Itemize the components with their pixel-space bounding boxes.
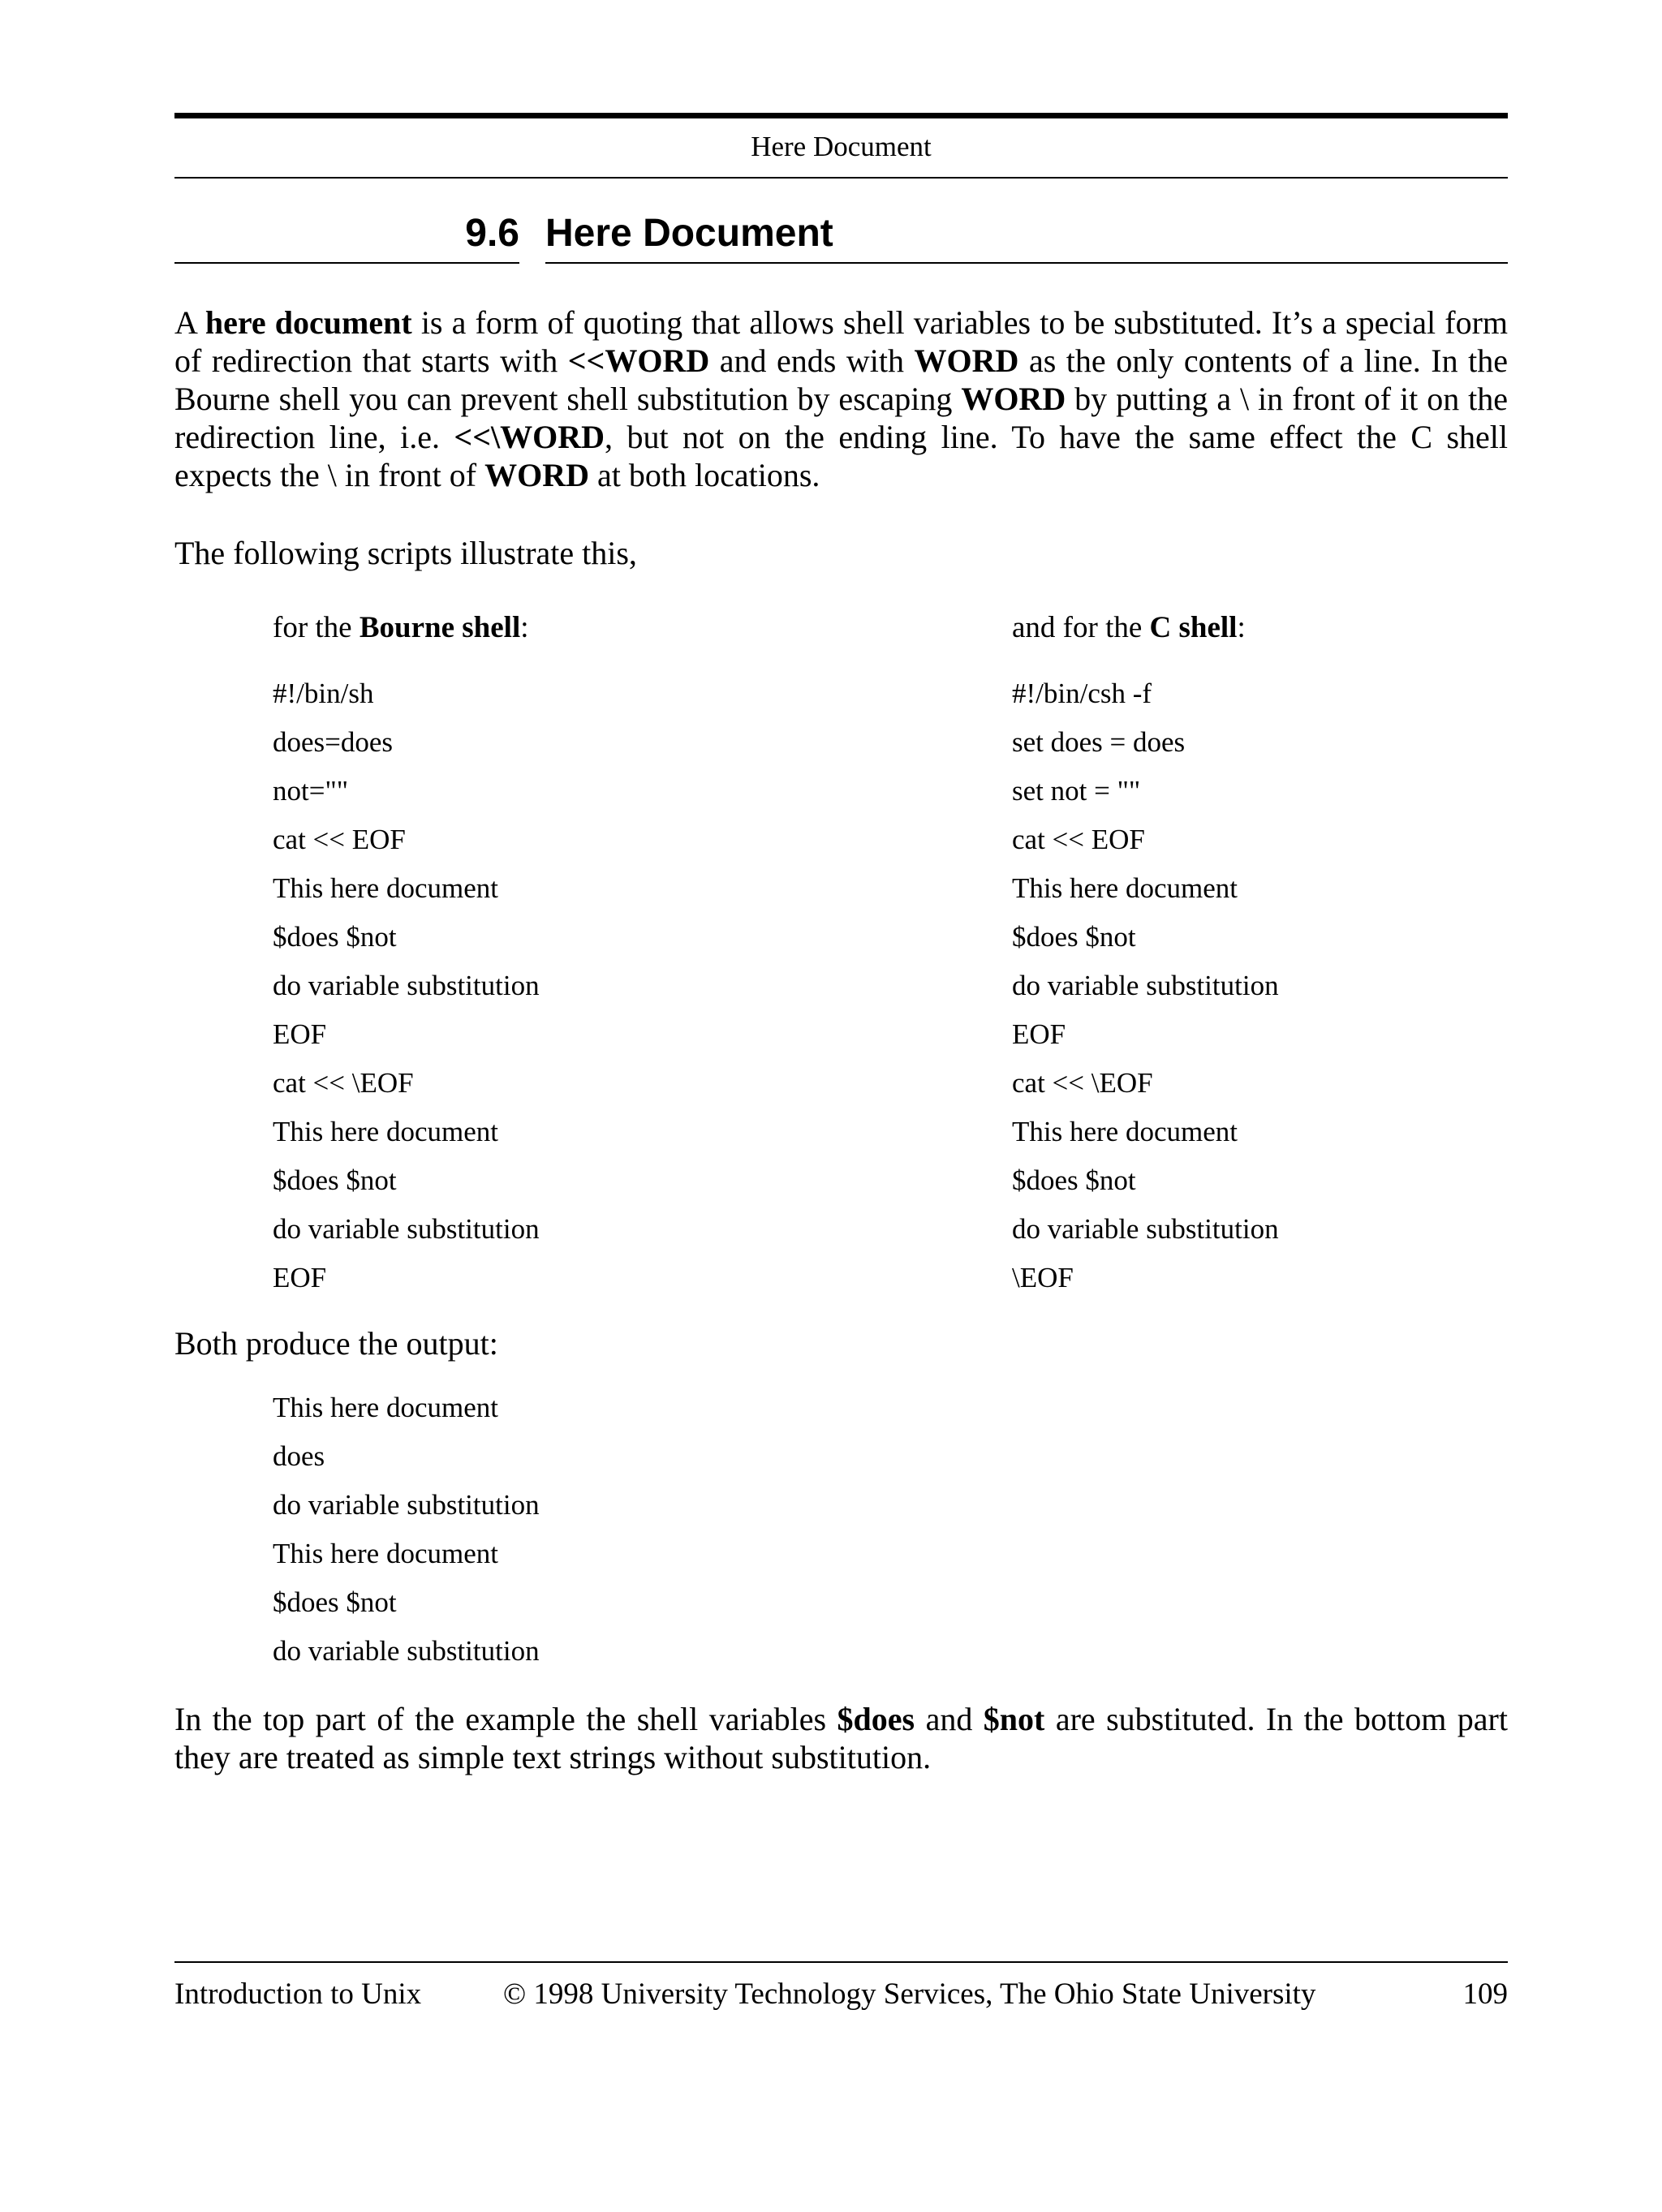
- bold-term: $does: [837, 1701, 915, 1737]
- text-run: and: [915, 1701, 984, 1737]
- text-run: In the top part of the example the shell variables: [174, 1701, 837, 1737]
- bold-term: WORD: [961, 381, 1066, 417]
- code-line: #!/bin/sh: [273, 678, 374, 709]
- code-line: This here document: [273, 1116, 498, 1147]
- code-line: cat << EOF: [1012, 824, 1145, 855]
- code-line: cat << EOF: [273, 824, 406, 855]
- section-number: 9.6: [465, 212, 519, 255]
- output-line: does: [273, 1440, 325, 1472]
- c-shell-heading: [1012, 610, 1246, 646]
- code-line: EOF: [273, 1262, 327, 1293]
- output-line: do variable substitution: [273, 1489, 540, 1521]
- text-run: , but not on the ending line. To have the same effect the C shell expects the \ in front of: [174, 419, 1509, 493]
- header-rule-thin: [174, 177, 1508, 179]
- code-line: set does = does: [1012, 726, 1186, 758]
- running-header: Here Document: [751, 131, 932, 162]
- code-line: cat << \EOF: [273, 1067, 414, 1099]
- output-line: This here document: [273, 1538, 498, 1569]
- text-run: and ends with: [709, 342, 915, 379]
- text-run: and for the: [1012, 611, 1150, 644]
- code-line: cat << \EOF: [1012, 1067, 1153, 1099]
- code-line: $does $not: [1012, 1164, 1136, 1196]
- conclusion-paragraph: [174, 1700, 1508, 1776]
- text-run: are substituted. In the bottom part they are treated as simple text strings without substitution.: [174, 1701, 1508, 1775]
- header-rule-thick: [174, 113, 1508, 118]
- text-run: :: [1237, 611, 1246, 644]
- footer-book-title: Introduction to Unix: [174, 1977, 422, 2011]
- bold-term: $not: [983, 1701, 1045, 1737]
- code-line: do variable substitution: [1012, 970, 1279, 1001]
- text-run: by putting a \ in front of it on the redirection line, i.e.: [174, 381, 1508, 455]
- intro-paragraph: [174, 303, 1508, 494]
- output-line: do variable substitution: [273, 1635, 540, 1667]
- bold-term: WORD: [914, 342, 1019, 379]
- code-line: This here document: [273, 872, 498, 904]
- code-line: This here document: [1012, 872, 1238, 904]
- output-intro: Both produce the output:: [174, 1325, 498, 1362]
- footer-copyright: © 1998 University Technology Services, The Ohio State University: [503, 1977, 1316, 2011]
- scripts-intro: The following scripts illustrate this,: [174, 535, 637, 571]
- text-run: A: [174, 304, 205, 341]
- text-run: as the only contents of a line. In the Bourne shell you can prevent shell substitution by escaping: [174, 342, 1509, 417]
- code-line: do variable substitution: [1012, 1213, 1279, 1245]
- code-line: $does $not: [1012, 921, 1136, 953]
- code-line: $does $not: [273, 921, 397, 953]
- code-line: not="": [273, 775, 349, 807]
- code-line: $does $not: [273, 1164, 397, 1196]
- bold-term: <<WORD: [567, 342, 710, 379]
- code-line: This here document: [1012, 1116, 1238, 1147]
- text-run: :: [520, 611, 529, 644]
- section-number-underline: [174, 262, 519, 264]
- code-line: do variable substitution: [273, 970, 540, 1001]
- code-line: do variable substitution: [273, 1213, 540, 1245]
- code-line: set not = "": [1012, 775, 1141, 807]
- output-line: $does $not: [273, 1586, 397, 1618]
- section-title-underline: [545, 262, 1508, 264]
- code-line: does=does: [273, 726, 394, 758]
- page-number: 109: [1462, 1977, 1508, 2011]
- c-shell-script: [1012, 669, 1279, 1302]
- section-title: Here Document: [545, 212, 833, 255]
- code-line: EOF: [1012, 1018, 1066, 1050]
- bold-term: here document: [205, 304, 412, 341]
- code-line: EOF: [273, 1018, 327, 1050]
- bold-term: Bourne shell: [359, 611, 521, 644]
- bourne-script: [273, 669, 540, 1302]
- bold-term: WORD: [484, 457, 589, 493]
- bold-term: <<\WORD: [454, 419, 605, 455]
- script-output: [273, 1384, 540, 1676]
- code-line: \EOF: [1012, 1262, 1074, 1293]
- text-run: for the: [273, 611, 360, 644]
- output-line: This here document: [273, 1392, 498, 1423]
- text-run: at both locations.: [589, 457, 820, 493]
- code-line: #!/bin/csh -f: [1012, 678, 1152, 709]
- bourne-shell-heading: [273, 610, 529, 646]
- bold-term: C shell: [1149, 611, 1238, 644]
- footer-rule: [174, 1961, 1508, 1963]
- text-run: is a form of quoting that allows shell variables to be substituted. It’s a special form of redirection that starts with: [174, 304, 1509, 379]
